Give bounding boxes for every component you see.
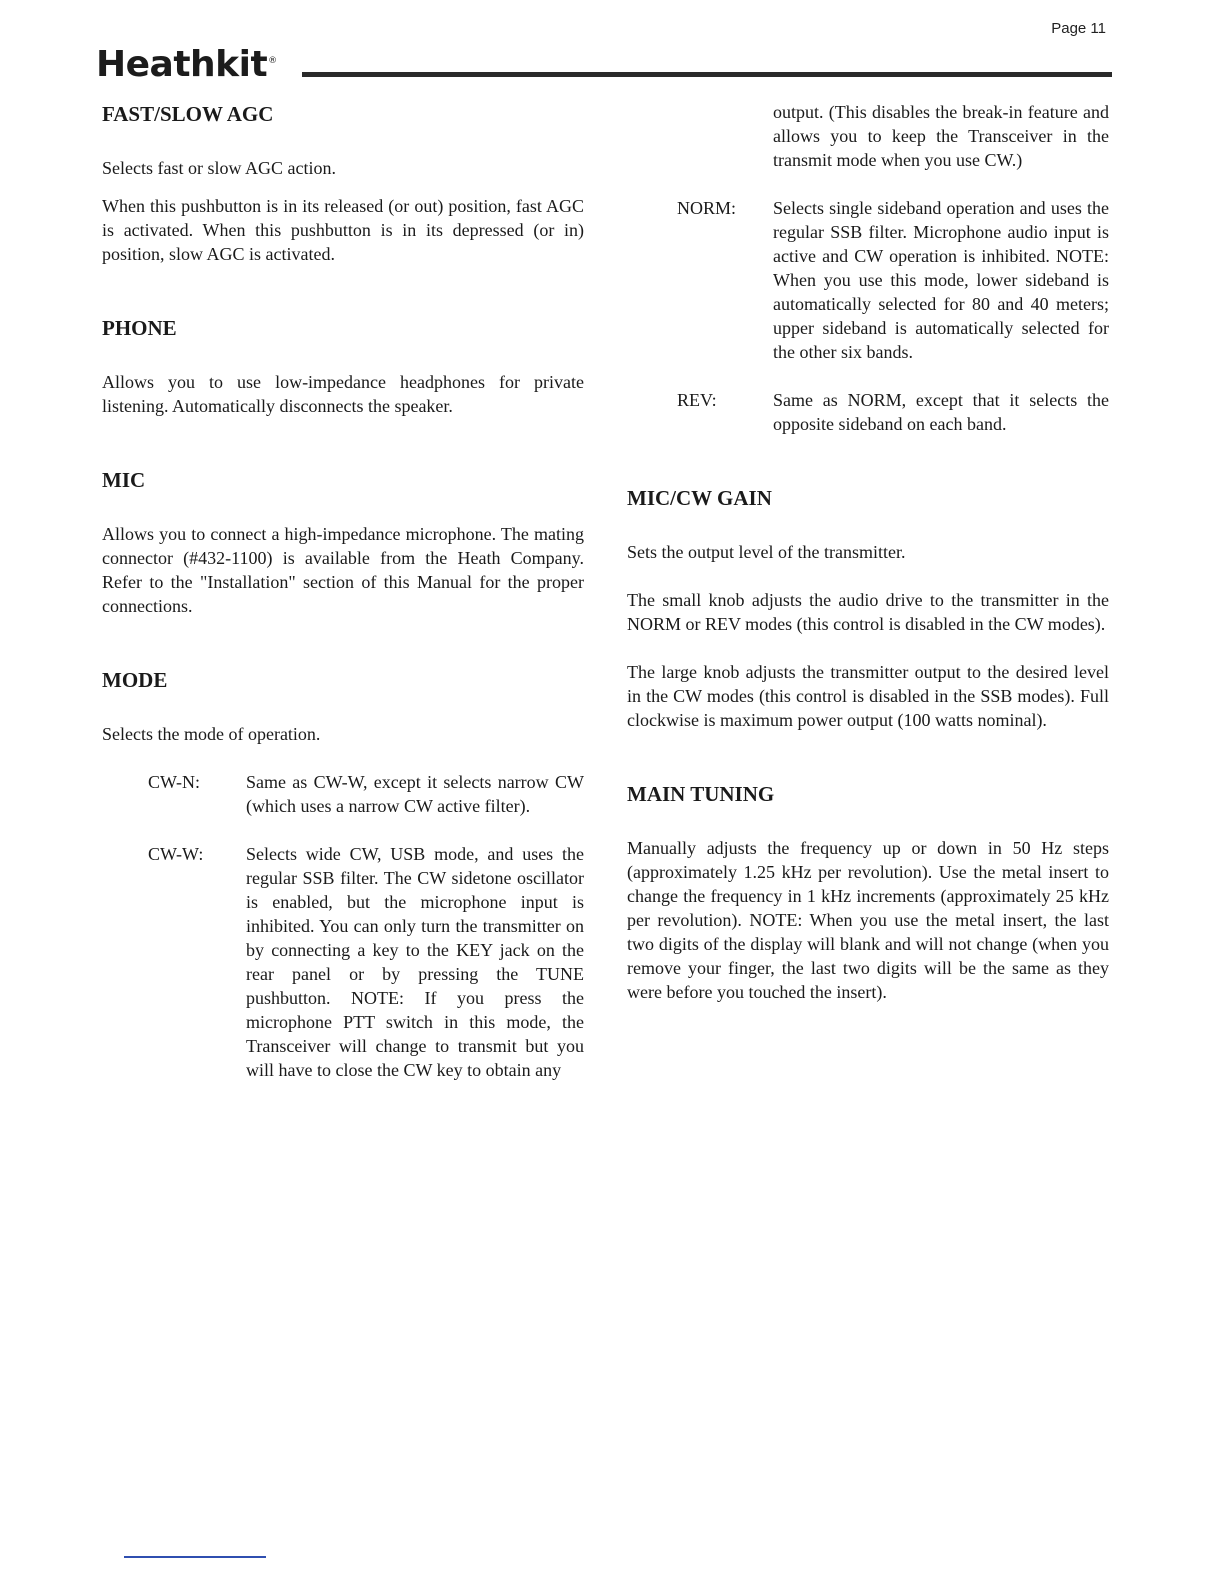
mode-label: CW-W: — [148, 844, 204, 864]
section-mode — [102, 666, 584, 1082]
paragraph: Allows you to use low-impedance headphones for private listening. Automatically disconnects the speaker. — [102, 372, 584, 416]
mode-description: Same as NORM, except that it selects the opposite sideband on each band. — [773, 390, 1109, 434]
right-column — [627, 100, 1109, 1004]
mode-item-rev — [677, 388, 1109, 436]
mode-item-cw-n — [148, 770, 584, 818]
left-column — [102, 100, 584, 1082]
mode-label: REV: — [677, 390, 717, 410]
mode-description: Selects single sideband operation and uses the regular SSB filter. Microphone audio input is active and CW operation is inhibited. NOTE: When you use this mode, lower sideband is automatically selected for 80 and 40 meters; upper sideband is automatically selected for the other six bands. — [773, 198, 1109, 362]
footer-rule — [124, 1556, 266, 1558]
mode-label: CW-N: — [148, 772, 200, 792]
paragraph: Selects fast or slow AGC action. — [102, 158, 336, 178]
section-main-tuning — [627, 780, 1109, 1004]
section-heading: FAST/SLOW AGC — [102, 102, 274, 126]
paragraph: When this pushbutton is in its released (or out) position, fast AGC is activated. When this pushbutton is in its depressed (or in) position, slow AGC is activated. — [102, 196, 584, 264]
section-mic-cw-gain — [627, 484, 1109, 732]
section-phone — [102, 314, 584, 418]
section-heading: MODE — [102, 668, 168, 692]
mode-description: output. (This disables the break-in feature and allows you to keep the Transceiver in the transmit mode when you use CW.) — [773, 102, 1109, 170]
paragraph: Manually adjusts the frequency up or down in 50 Hz steps (approximately 1.25 kHz per revolution). Use the metal insert to change the frequency in 1 kHz increments (approximately 25 kHz per revolution). NOTE: When you use the metal insert, the last two digits of the display will blank and will not change (when you remove your finger, the last two digits will be the same as they were before you touched the insert). — [627, 838, 1109, 1002]
registered-mark: ® — [268, 56, 277, 66]
mode-item-norm — [677, 196, 1109, 364]
section-heading: MAIN TUNING — [627, 782, 775, 806]
section-mic — [102, 466, 584, 618]
paragraph: The large knob adjusts the transmitter output to the desired level in the CW modes (this control is disabled in the SSB modes). Full clockwise is maximum power output (100 watts nominal). — [627, 662, 1109, 730]
section-fast-slow-agc — [102, 100, 584, 266]
mode-description: Same as CW-W, except it selects narrow CW (which uses a narrow CW active filter). — [246, 772, 584, 816]
header-rule — [302, 72, 1112, 77]
paragraph: Allows you to connect a high-impedance microphone. The mating connector (#432-1100) is available from the Heath Company. Refer to the "Installation" section of this Manual for the proper connections. — [102, 524, 584, 616]
paragraph: Selects the mode of operation. — [102, 724, 321, 744]
section-heading: MIC/CW GAIN — [627, 486, 772, 510]
logo-text: Heathkit — [96, 44, 268, 85]
paragraph: Sets the output level of the transmitter. — [627, 542, 906, 562]
section-heading: PHONE — [102, 316, 177, 340]
mode-continuation — [627, 100, 1109, 172]
heathkit-logo — [96, 44, 277, 85]
page-number: Page 11 — [1051, 20, 1106, 37]
mode-description: Selects wide CW, USB mode, and uses the regular SSB filter. The CW sidetone oscillator is enabled, but the microphone input is inhibited. You can only turn the transmitter on by connecting a key to the KEY jack on the rear panel or by pressing the TUNE pushbutton. NOTE: If you press the microphone PTT switch in this mode, the Transceiver will change to transmit but you will have to close the CW key to obtain any — [246, 844, 584, 1080]
section-heading: MIC — [102, 468, 146, 492]
mode-item-cw-w — [148, 842, 584, 1082]
paragraph: The small knob adjusts the audio drive to the transmitter in the NORM or REV modes (this control is disabled in the CW modes). — [627, 590, 1109, 634]
mode-label: NORM: — [677, 198, 737, 218]
